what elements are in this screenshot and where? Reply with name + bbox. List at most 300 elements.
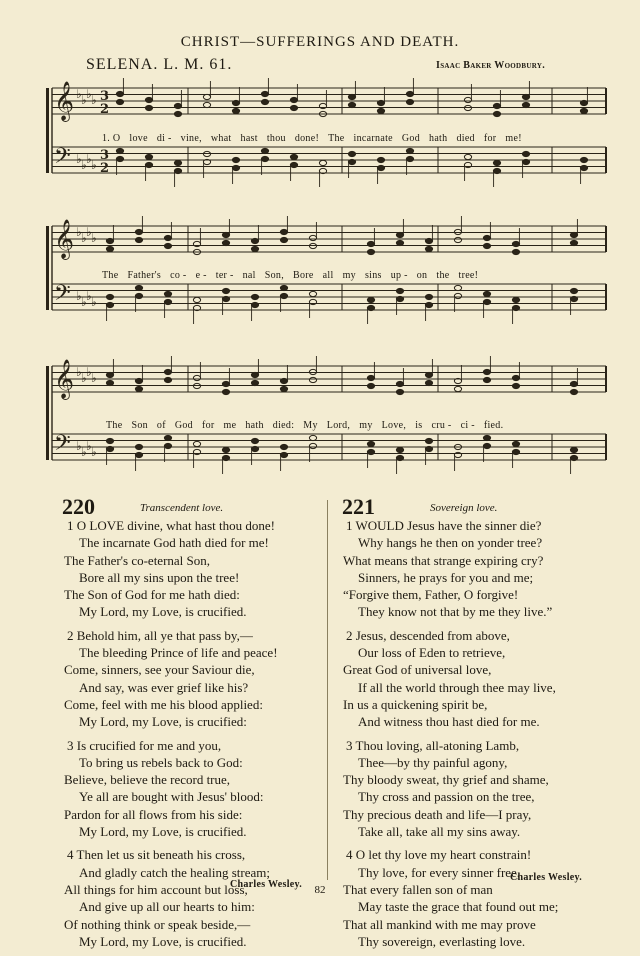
flat-sign: ♭ — [86, 152, 92, 166]
lyric-syllable: for — [201, 420, 215, 431]
lyric-syllable: on — [416, 270, 428, 281]
lyric-line-2 — [102, 270, 487, 281]
note-head — [406, 91, 413, 96]
note-head — [483, 243, 490, 248]
note-head — [106, 238, 113, 243]
hymn-author: Charles Wesley. — [510, 872, 583, 883]
note-head — [290, 154, 297, 159]
note-head — [106, 438, 113, 443]
note-head — [348, 159, 355, 164]
verse — [64, 517, 278, 621]
note-head — [570, 288, 577, 293]
verse-line: To bring us rebels back to God: — [79, 754, 243, 770]
verse — [343, 517, 558, 621]
lyric-syllable: what — [210, 133, 232, 144]
note-head — [493, 160, 500, 165]
verse-line: They know not that by me they live.” — [358, 604, 553, 620]
lyric-syllable: up - — [390, 270, 408, 281]
note-head — [367, 441, 374, 446]
note-head — [580, 108, 587, 113]
note-head — [396, 455, 403, 460]
note-head — [290, 162, 297, 167]
lyric-syllable: The — [102, 270, 119, 281]
note-head — [309, 235, 316, 240]
verse-line: What means that strange expiring cry? — [343, 552, 544, 568]
lyric-syllable: cru - — [431, 420, 452, 431]
note-head — [251, 446, 258, 451]
verse-line: Come, sinners, see your Saviour die, — [64, 662, 255, 678]
note-head — [406, 156, 413, 161]
note-head — [106, 246, 113, 251]
note-head — [512, 305, 519, 310]
verse-line: Sinners, he prays for you and me; — [358, 569, 534, 585]
flat-sign: ♭ — [86, 365, 92, 379]
note-head — [570, 381, 577, 386]
note-head — [116, 156, 123, 161]
verse-line: And give up all our hearts to him: — [79, 899, 255, 915]
note-head — [164, 299, 171, 304]
verse — [64, 846, 278, 950]
page-number: 82 — [314, 884, 326, 896]
note-head — [232, 165, 239, 170]
lyric-syllable: died — [456, 133, 475, 144]
lyric-syllable: 1. O — [102, 133, 121, 144]
flat-sign: ♭ — [76, 152, 82, 166]
lyric-syllable: vine, — [180, 133, 202, 144]
note-head — [522, 151, 529, 156]
verse-line: And say, was ever grief like his? — [79, 679, 249, 695]
note-head — [512, 441, 519, 446]
note-head — [309, 291, 316, 296]
note-head — [135, 229, 142, 234]
note-head — [164, 243, 171, 248]
note-head — [512, 383, 519, 388]
verse-line: 1 O LOVE divine, what hast thou done! — [67, 518, 275, 533]
note-head — [116, 91, 123, 96]
treble-clef: 𝄞 — [54, 81, 75, 121]
verse-line: Pardon for all flows from his side: — [64, 806, 243, 822]
note-head — [135, 293, 142, 298]
note-head — [512, 375, 519, 380]
note-head — [174, 160, 181, 165]
note-head — [222, 288, 229, 293]
lyric-syllable: love — [129, 133, 148, 144]
lyric-line-3 — [106, 420, 512, 431]
note-head — [280, 293, 287, 298]
note-head — [145, 97, 152, 102]
verse-line: “Forgive them, Father, O forgive! — [343, 587, 519, 603]
note-head — [570, 455, 577, 460]
note-head — [377, 165, 384, 170]
verse-line: Of nothing think or speak beside,— — [64, 916, 251, 932]
verse-line: Bore all my sins upon the tree! — [79, 569, 240, 585]
note-head — [493, 103, 500, 108]
note-head — [251, 438, 258, 443]
verse-line: All things for him account but loss, — [64, 881, 248, 897]
note-head — [367, 297, 374, 302]
note-head — [232, 157, 239, 162]
note-head — [203, 94, 210, 99]
note-head — [377, 157, 384, 162]
verse-line: Great God of universal love, — [343, 662, 492, 678]
flat-sign: ♭ — [86, 87, 92, 101]
composer: Isaac Baker Woodbury. — [436, 60, 545, 71]
note-head — [425, 302, 432, 307]
tune-name: SELENA. L. M. 61. — [86, 56, 233, 73]
note-head — [135, 444, 142, 449]
time-signature: 3 — [100, 89, 110, 104]
note-head — [348, 102, 355, 107]
lyric-syllable: My — [303, 420, 318, 431]
note-head — [164, 377, 171, 382]
verse — [343, 737, 558, 841]
note-head — [396, 389, 403, 394]
note-head — [483, 299, 490, 304]
note-head — [425, 446, 432, 451]
note-head — [135, 237, 142, 242]
verse-line: My Lord, my Love, is crucified. — [79, 824, 247, 840]
verse-line: My Lord, my Love, is crucified. — [79, 604, 247, 620]
lyric-syllable: incarnate — [353, 133, 393, 144]
note-head — [174, 111, 181, 116]
note-head — [570, 447, 577, 452]
flat-sign: ♭ — [76, 225, 82, 239]
note-head — [406, 148, 413, 153]
flat-sign: ♭ — [81, 158, 87, 172]
note-head — [135, 285, 142, 290]
lyric-syllable: di - — [156, 133, 172, 144]
note-head — [280, 378, 287, 383]
verse-line: Take all, take all my sins away. — [358, 824, 521, 840]
lyric-syllable: Lord, — [326, 420, 351, 431]
lyric-syllable: God — [174, 420, 193, 431]
note-head — [454, 229, 461, 234]
note-head — [580, 157, 587, 162]
verse-line: 1 WOULD Jesus have the sinner die? — [346, 518, 542, 533]
note-head — [261, 91, 268, 96]
verse-line: 2 Jesus, descended from above, — [346, 627, 510, 643]
note-head — [222, 447, 229, 452]
note-head — [174, 168, 181, 173]
note-head — [522, 94, 529, 99]
verse-line: And gladly catch the healing stream; — [79, 864, 270, 880]
verse-line: 3 Thou loving, all-atoning Lamb, — [346, 737, 520, 753]
verse-line: Thy love, for every sinner free, — [358, 864, 521, 880]
note-head — [406, 99, 413, 104]
verse-line: Ye all are bought with Jesus' blood: — [79, 789, 264, 805]
lyric-syllable: Love, — [381, 420, 407, 431]
note-head — [570, 296, 577, 301]
flat-sign: ♭ — [81, 295, 87, 309]
lyric-syllable: hath — [429, 133, 448, 144]
lyric-syllable: tree! — [458, 270, 479, 281]
verse-line: If all the world through thee may live, — [358, 679, 556, 695]
flat-sign: ♭ — [91, 445, 97, 459]
lyric-syllable: Father's — [127, 270, 162, 281]
note-head — [251, 302, 258, 307]
note-head — [309, 443, 316, 448]
verse-line: The incarnate God hath died for me! — [79, 535, 269, 551]
note-head — [309, 377, 316, 382]
system-brace — [46, 366, 49, 460]
flat-sign: ♭ — [81, 231, 87, 245]
system-brace — [46, 88, 49, 173]
note-head — [512, 449, 519, 454]
verse-line: Thy precious death and life—I pray, — [343, 806, 532, 822]
lyric-syllable: the — [436, 270, 450, 281]
note-head — [164, 235, 171, 240]
lyric-syllable: of — [156, 420, 166, 431]
note-head — [232, 108, 239, 113]
note-head — [222, 389, 229, 394]
flat-sign: ♭ — [81, 93, 87, 107]
lyric-syllable: The — [106, 420, 123, 431]
note-head — [367, 241, 374, 246]
note-head — [493, 168, 500, 173]
note-head — [280, 237, 287, 242]
flat-sign: ♭ — [91, 158, 97, 172]
note-head — [309, 435, 316, 440]
verse-line: Why hangs he then on yonder tree? — [358, 535, 543, 551]
note-head — [570, 232, 577, 237]
note-head — [222, 240, 229, 245]
verse-line: 4 Then let us sit beneath his cross, — [67, 847, 246, 863]
flat-sign: ♭ — [91, 295, 97, 309]
hymn-subtitle: Sovereign love. — [430, 502, 498, 514]
note-head — [203, 102, 210, 107]
note-head — [164, 291, 171, 296]
verse-line: Come, feel with me his blood applied: — [64, 696, 263, 712]
note-head — [106, 380, 113, 385]
note-head — [512, 241, 519, 246]
note-head — [425, 380, 432, 385]
note-head — [580, 165, 587, 170]
verse-line: The Father's co-eternal Son, — [64, 552, 211, 568]
note-head — [251, 380, 258, 385]
lyric-line-1 — [102, 133, 531, 144]
system-brace — [46, 226, 49, 310]
note-head — [222, 455, 229, 460]
note-head — [203, 151, 210, 156]
verse-line: 3 Is crucified for me and you, — [67, 737, 222, 753]
note-head — [367, 375, 374, 380]
note-head — [116, 148, 123, 153]
lyric-syllable: co - — [170, 270, 187, 281]
verse-line: Thy cross and passion on the tree, — [358, 789, 535, 805]
section-title: CHRIST—SUFFERINGS AND DEATH. — [180, 34, 460, 50]
note-head — [261, 99, 268, 104]
note-head — [135, 386, 142, 391]
note-head — [261, 156, 268, 161]
note-head — [464, 105, 471, 110]
note-head — [280, 444, 287, 449]
note-head — [464, 154, 471, 159]
note-head — [483, 291, 490, 296]
lyric-syllable: Bore — [293, 270, 314, 281]
lyric-syllable: my — [359, 420, 373, 431]
note-head — [164, 369, 171, 374]
flat-sign: ♭ — [86, 225, 92, 239]
note-head — [570, 389, 577, 394]
lyric-syllable: for — [483, 133, 497, 144]
verse — [64, 627, 278, 731]
lyric-syllable: The — [328, 133, 345, 144]
verse-line: The bleeding Prince of life and peace! — [79, 645, 278, 661]
note-head — [454, 237, 461, 242]
note-head — [116, 99, 123, 104]
verse-line: And witness thou hast died for me. — [358, 714, 540, 730]
note-head — [348, 94, 355, 99]
verse-line: That all mankind with me may prove — [343, 916, 536, 932]
flat-sign: ♭ — [91, 93, 97, 107]
note-head — [251, 246, 258, 251]
hymn-subtitle: Transcendent love. — [140, 502, 224, 514]
note-head — [193, 375, 200, 380]
note-head — [483, 435, 490, 440]
verse — [343, 627, 558, 731]
note-head — [425, 438, 432, 443]
note-head — [145, 105, 152, 110]
note-head — [483, 235, 490, 240]
note-head — [483, 443, 490, 448]
lyric-syllable: hath — [245, 420, 264, 431]
note-head — [290, 105, 297, 110]
lyric-syllable: died: — [272, 420, 295, 431]
hymn-number: 221 — [342, 494, 375, 519]
note-head — [580, 100, 587, 105]
note-head — [232, 100, 239, 105]
bass-clef: 𝄢 — [54, 144, 71, 174]
flat-sign: ♭ — [76, 87, 82, 101]
verse-line: The Son of God for me hath died: — [64, 587, 240, 603]
flat-sign: ♭ — [76, 289, 82, 303]
note-head — [377, 108, 384, 113]
lyric-syllable: done! — [294, 133, 320, 144]
note-head — [425, 372, 432, 377]
lyric-syllable: me! — [505, 133, 522, 144]
note-head — [425, 246, 432, 251]
note-head — [251, 238, 258, 243]
verse-line: Believe, believe the record true, — [64, 772, 231, 788]
note-head — [454, 386, 461, 391]
note-head — [145, 154, 152, 159]
flat-sign: ♭ — [76, 439, 82, 453]
lyric-syllable: fied. — [483, 420, 504, 431]
flat-sign: ♭ — [76, 365, 82, 379]
note-head — [193, 383, 200, 388]
note-head — [512, 297, 519, 302]
time-signature: 2 — [100, 102, 110, 117]
note-head — [367, 249, 374, 254]
note-head — [367, 383, 374, 388]
note-head — [222, 381, 229, 386]
verse-line: 2 Behold him, all ye that pass by,— — [67, 627, 253, 643]
lyric-syllable: sins — [364, 270, 382, 281]
note-head — [193, 441, 200, 446]
verse — [64, 737, 278, 841]
time-signature: 3 — [100, 148, 110, 163]
lyric-syllable: God — [401, 133, 421, 144]
note-head — [522, 159, 529, 164]
note-head — [396, 447, 403, 452]
lyric-syllable: hast — [240, 133, 258, 144]
note-head — [164, 435, 171, 440]
note-head — [280, 229, 287, 234]
column-divider — [327, 500, 328, 880]
lyric-syllable: ci - — [460, 420, 475, 431]
hymn-number: 220 — [62, 494, 95, 519]
note-head — [425, 294, 432, 299]
flat-sign: ♭ — [91, 371, 97, 385]
note-head — [522, 102, 529, 107]
flat-sign: ♭ — [81, 445, 87, 459]
note-head — [396, 240, 403, 245]
note-head — [367, 305, 374, 310]
hymn-author: Charles Wesley. — [230, 879, 303, 890]
lyric-syllable: e - — [195, 270, 207, 281]
verse-line: Our loss of Eden to retrieve, — [358, 645, 506, 661]
note-head — [454, 293, 461, 298]
lyric-syllable: nal — [242, 270, 256, 281]
treble-clef: 𝄞 — [54, 359, 75, 399]
verse — [343, 846, 558, 950]
note-head — [174, 103, 181, 108]
note-head — [425, 238, 432, 243]
flat-sign: ♭ — [86, 439, 92, 453]
lyric-syllable: Son — [131, 420, 148, 431]
verse-line: In us a quickening spirit be, — [343, 696, 488, 712]
note-head — [106, 446, 113, 451]
verse-line: My Lord, my Love, is crucified. — [79, 933, 247, 949]
note-head — [251, 294, 258, 299]
note-head — [309, 243, 316, 248]
bass-clef: 𝄢 — [54, 281, 71, 311]
note-head — [193, 297, 200, 302]
note-head — [396, 288, 403, 293]
flat-sign: ♭ — [91, 231, 97, 245]
lyric-syllable: Son, — [264, 270, 285, 281]
note-head — [367, 449, 374, 454]
note-head — [348, 151, 355, 156]
note-head — [135, 452, 142, 457]
note-head — [280, 386, 287, 391]
treble-clef: 𝄞 — [54, 219, 75, 259]
note-head — [493, 111, 500, 116]
note-head — [512, 249, 519, 254]
flat-sign: ♭ — [81, 371, 87, 385]
note-head — [261, 148, 268, 153]
note-head — [570, 240, 577, 245]
lyric-syllable: all — [322, 270, 334, 281]
verse-line: Thy sovereign, everlasting love. — [358, 933, 526, 949]
note-head — [483, 369, 490, 374]
note-head — [251, 372, 258, 377]
note-head — [106, 302, 113, 307]
note-head — [396, 296, 403, 301]
verse-line: 4 O let thy love my heart constrain! — [346, 847, 532, 863]
note-head — [464, 97, 471, 102]
note-head — [319, 160, 326, 165]
note-head — [106, 372, 113, 377]
verse-line: Thee—by thy painful agony, — [358, 754, 508, 770]
verse-line: That every fallen son of man — [343, 881, 493, 897]
note-head — [396, 381, 403, 386]
note-head — [135, 378, 142, 383]
note-head — [280, 452, 287, 457]
flat-sign: ♭ — [86, 289, 92, 303]
note-head — [106, 294, 113, 299]
time-signature: 2 — [100, 161, 110, 176]
